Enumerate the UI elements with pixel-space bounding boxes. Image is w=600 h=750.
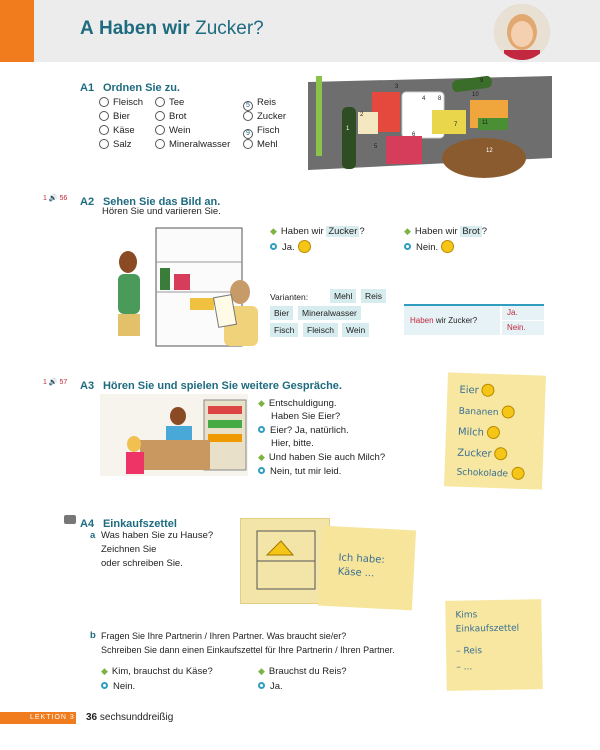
partner-work-icon xyxy=(64,515,76,524)
variants-label: Varianten: xyxy=(270,292,309,302)
happy-face-icon xyxy=(482,384,495,397)
variant-chip: Wein xyxy=(342,323,369,337)
a1-item-mehl[interactable]: Mehl xyxy=(243,139,278,150)
a4-heading: A4 Einkaufszettel xyxy=(80,518,177,530)
a1-heading: A1 Ordnen Sie zu. xyxy=(80,82,180,94)
fridge-illustration xyxy=(100,222,262,350)
variant-chip: Mineralwasser xyxy=(298,306,361,320)
sad-face-icon xyxy=(487,426,500,439)
page-title: A Haben wir Zucker? xyxy=(80,18,264,39)
a2-dialog2-question: ◆ Haben wir Brot ? xyxy=(404,226,488,237)
a2-dialog1-answer: Ja. xyxy=(270,240,311,254)
a1-item-bier[interactable]: Bier xyxy=(99,111,130,122)
happy-face-icon xyxy=(511,467,524,480)
a1-item-reis[interactable]: 5 Reis xyxy=(243,97,276,111)
a4-a-line-2: Zeichnen Sie xyxy=(101,544,157,555)
a1-item-tee[interactable]: Tee xyxy=(155,97,184,108)
a4-b-line-1: Fragen Sie Ihre Partnerin / Ihren Partner. Was braucht sie/er? xyxy=(101,631,347,641)
a1-item-fleisch[interactable]: Fleisch xyxy=(99,97,143,108)
a4-b-line-2: Schreiben Sie dann einen Einkaufszettel für Ihre Partnerin / Ihren Partner. xyxy=(101,645,395,655)
a1-item-mineralwasser[interactable]: Mineralwasser xyxy=(155,139,230,150)
a3-line-3: Eier? Ja, natürlich. xyxy=(258,424,349,437)
photo-num-5: 5 xyxy=(374,144,378,150)
a4-a-line-1: Was haben Sie zu Hause? xyxy=(101,530,214,541)
variant-chip: Fleisch xyxy=(303,323,338,337)
happy-face-icon xyxy=(298,240,311,253)
a4-part-a-label: a xyxy=(90,530,96,541)
a1-item-salz[interactable]: Salz xyxy=(99,139,131,150)
lesson-label: LEKTION 3 xyxy=(30,714,75,721)
a2-dialog1-question: ◆ Haben wir Zucker ? xyxy=(270,226,365,237)
a2-subtitle: Hören Sie und variieren Sie. xyxy=(102,206,221,217)
a4-dialog2-question: ◆ Brauchst du Reis? xyxy=(258,666,347,677)
table-question: Haben wir Zucker? xyxy=(410,316,478,325)
a4-dialog1-question: ◆ Kim, brauchst du Käse? xyxy=(101,666,213,677)
avatar-photo xyxy=(494,4,550,60)
kims-list-note: Kims Einkaufszettel – Reis – ... xyxy=(445,599,543,691)
a4-a-line-3: oder schreiben Sie. xyxy=(101,558,183,569)
variant-chip: Mehl xyxy=(330,289,356,303)
a3-line-4: Hier, bitte. xyxy=(271,438,314,449)
a2-heading: A2 Sehen Sie das Bild an. xyxy=(80,196,221,208)
photo-num-2: 2 xyxy=(360,112,364,118)
photo-num-8: 8 xyxy=(438,96,442,102)
a1-item-fisch[interactable]: 9 Fisch xyxy=(243,125,280,139)
variant-chip: Bier xyxy=(270,306,293,320)
photo-num-4: 4 xyxy=(422,96,426,102)
a3-line-1: ◆ Entschuldigung. xyxy=(258,398,337,409)
variant-chip: Fisch xyxy=(270,323,298,337)
photo-num-11: 11 xyxy=(482,120,489,126)
a4-part-b-label: b xyxy=(90,630,96,641)
photo-num-9: 9 xyxy=(480,78,484,84)
photo-num-6: 6 xyxy=(412,132,416,138)
a3-heading: A3 Hören Sie und spielen Sie weitere Gespräche. xyxy=(80,380,342,392)
a4-dialog1-answer: Nein. xyxy=(101,680,135,693)
table-answer-ja: Ja. xyxy=(507,308,518,317)
happy-face-icon xyxy=(494,447,507,460)
a3-line-2: Haben Sie Eier? xyxy=(271,411,341,422)
a1-item-kaese[interactable]: Käse xyxy=(99,125,135,136)
a2-audio-ref[interactable]: 1 🔊 56 xyxy=(43,195,68,202)
table-answer-nein: Nein. xyxy=(507,323,526,332)
sad-face-icon xyxy=(501,405,514,418)
header-accent-tab xyxy=(0,0,34,62)
a1-item-brot[interactable]: Brot xyxy=(155,111,186,122)
a4-dialog2-answer: Ja. xyxy=(258,680,283,693)
a3-line-6: Nein, tut mir leid. xyxy=(258,465,341,478)
variant-chip: Reis xyxy=(361,289,386,303)
photo-num-7: 7 xyxy=(454,122,458,128)
sad-face-icon xyxy=(441,240,454,253)
photo-num-3: 3 xyxy=(395,84,399,90)
grammar-table xyxy=(404,304,544,335)
a1-item-wein[interactable]: Wein xyxy=(155,125,190,136)
a1-item-zucker[interactable]: Zucker xyxy=(243,111,286,122)
fridge-sticky-note xyxy=(240,518,330,604)
page-number: 36 sechsunddreißig xyxy=(86,712,174,723)
shop-illustration xyxy=(100,394,248,476)
photo-num-10: 10 xyxy=(472,92,479,98)
ich-habe-sticky-note: Ich habe: Käse ... xyxy=(318,526,416,611)
groceries-photo xyxy=(302,72,558,184)
photo-num-1: 1 xyxy=(346,126,350,132)
photo-num-12: 12 xyxy=(486,148,493,154)
a3-audio-ref[interactable]: 1 🔊 57 xyxy=(43,379,68,386)
a3-line-5: ◆ Und haben Sie auch Milch? xyxy=(258,452,386,463)
a2-dialog2-answer: Nein. xyxy=(404,240,454,254)
shopping-note: Eier Bananen Milch Zucker Schokolade xyxy=(444,372,546,489)
